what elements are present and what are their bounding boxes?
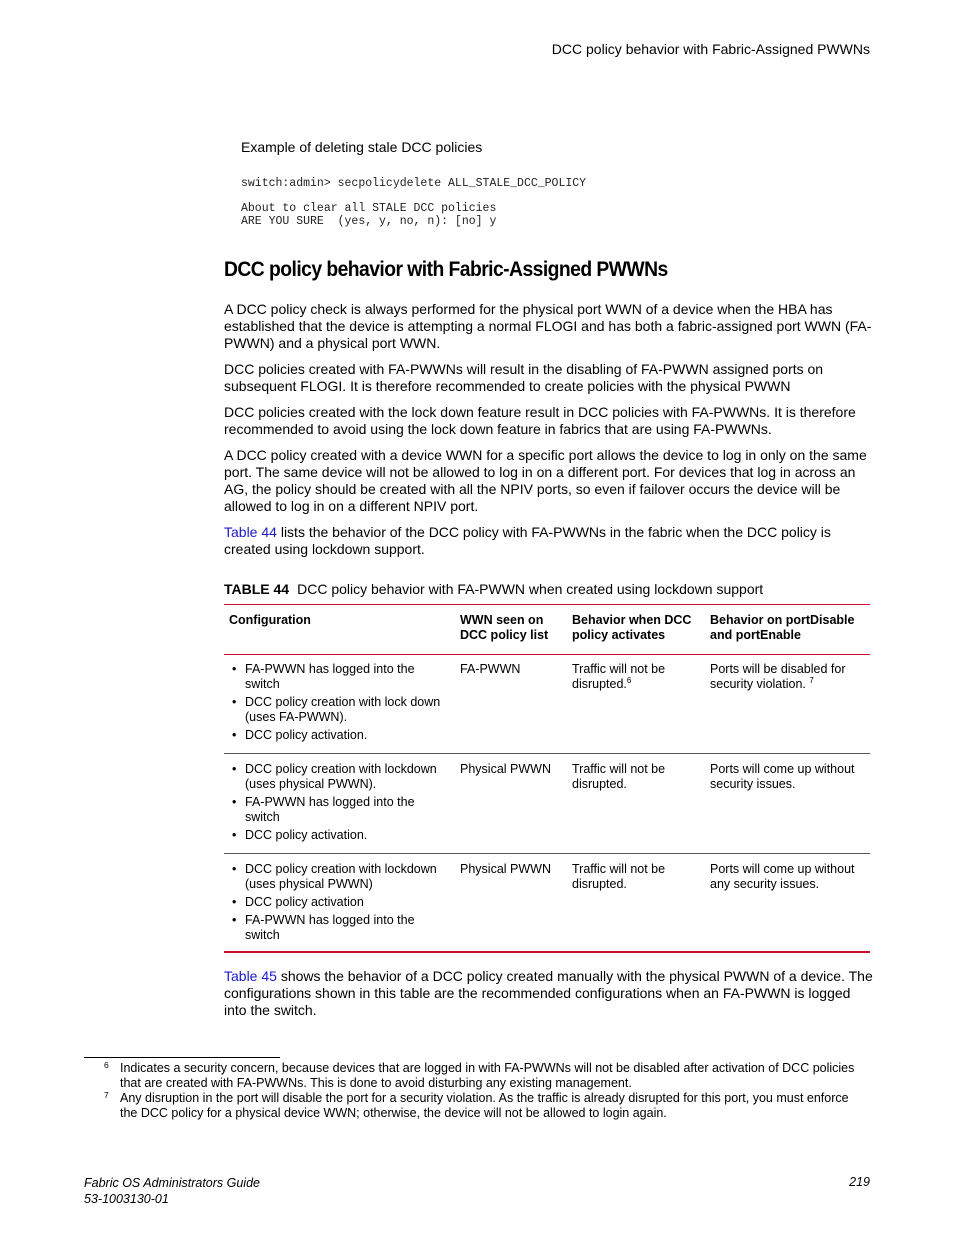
table-bottom-rule	[224, 951, 870, 953]
list-item: • DCC policy activation.	[229, 828, 451, 843]
list-item: • DCC policy creation with lockdown (uses physical PWWN).	[229, 762, 451, 792]
list-item: • DCC policy creation with lock down (uses FA-PWWN).	[229, 695, 451, 725]
list-item: • FA-PWWN has logged into the switch	[229, 913, 451, 943]
paragraph-text: shows the behavior of a DCC policy created manually with the physical PWWN of a device. The configurations shown in this table are the recommended configurations when an FA-PWWN is logged into the switch.	[224, 968, 873, 1018]
port-cell: Ports will be disabled for security violation. $^7$	[710, 662, 846, 691]
row-divider	[224, 753, 870, 754]
footnote-number: 7	[104, 1090, 109, 1100]
paragraph	[224, 968, 874, 1019]
table-top-rule	[224, 604, 870, 605]
table-caption	[224, 581, 763, 597]
list-item: • FA-PWWN has logged into the switch	[229, 662, 451, 692]
port-cell: Ports will come up without security issues.	[710, 762, 855, 791]
footnote-number: 6	[104, 1060, 109, 1070]
paragraph-text: lists the behavior of the DCC policy with FA-PWWNs in the fabric when the DCC policy is created using lockdown support.	[224, 524, 831, 557]
list-item: • DCC policy creation with lockdown (uses physical PWWN)	[229, 862, 451, 892]
config-list	[229, 762, 451, 843]
paragraph	[224, 524, 874, 558]
table-caption-text: DCC policy behavior with FA-PWWN when created using lockdown support	[297, 581, 764, 597]
list-item: • DCC policy activation.	[229, 728, 451, 743]
table-row	[229, 662, 451, 746]
wwn-cell: Physical PWWN	[460, 762, 551, 776]
footnote-text: Any disruption in the port will disable the port for a security violation. As the traffic is already disrupted for this port, you must enforce the DCC policy for a physical device WWN; otherwise, the device will not be allowed to login again.	[120, 1091, 849, 1120]
behavior-cell: Traffic will not be disrupted.	[572, 762, 666, 791]
guide-title: Fabric OS Administrators Guide	[84, 1176, 260, 1190]
paragraph: A DCC policy check is always performed for the physical port WWN of a device when the HBA has established that the device is attempting a normal FLOGI and has both a fabric-assigned port WWN (FA-PWWN) and a physical port WWN.	[224, 301, 872, 351]
example-caption: Example of deleting stale DCC policies	[241, 139, 483, 155]
footnote	[104, 1091, 864, 1121]
list-item: • FA-PWWN has logged into the switch	[229, 795, 451, 825]
table-row	[229, 762, 451, 846]
behavior-cell: Traffic will not be disrupted.	[572, 862, 666, 891]
paragraph: DCC policies created with FA-PWWNs will result in the disabling of FA-PWWN assigned ports on subsequent FLOGI. It is therefore recommended to create policies with the physical PWWN	[224, 361, 824, 394]
page-number: 219	[849, 1175, 870, 1189]
table-row	[229, 862, 451, 946]
port-cell: Ports will come up without any security issues.	[710, 862, 855, 891]
document-number: 53-1003130-01	[84, 1192, 169, 1206]
config-list	[229, 862, 451, 943]
footnote	[104, 1061, 864, 1091]
row-divider	[224, 853, 870, 854]
column-header-port: Behavior on portDisable and portEnable	[710, 613, 855, 642]
footer-left	[84, 1175, 260, 1207]
footnote-ref: 6	[626, 675, 632, 685]
table-label: TABLE 44	[224, 581, 290, 597]
section-heading: DCC policy behavior with Fabric-Assigned PWWNs	[224, 258, 668, 281]
column-header-behavior: Behavior when DCC policy activates	[572, 613, 692, 642]
column-header-configuration: Configuration	[229, 613, 311, 627]
paragraph: DCC policies created with the lock down feature result in DCC policies with FA-PWWNs. It is therefore recommended to avoid using the lock down feature in fabrics that are using FA-PWWNs.	[224, 404, 856, 437]
footnote-text: Indicates a security concern, because devices that are logged in with FA-PWWNs will not be disabled after activation of DCC policies that are created with FA-PWWNs. This is done to avoid disturbing any existing management.	[120, 1061, 855, 1090]
wwn-cell: Physical PWWN	[460, 862, 551, 876]
table-44-link[interactable]: Table 44	[224, 524, 277, 540]
paragraph: A DCC policy created with a device WWN for a specific port allows the device to log in only on the same port. The same device will not be allowed to log in on a different port. For devices that log in across an AG, the policy should be created with all the NPIV ports, so even if failover occurs the device will be allowed to log in on a different NPIV port.	[224, 447, 867, 514]
code-line: ARE YOU SURE (yes, y, no, n): [no] y	[241, 215, 497, 228]
code-line: About to clear all STALE DCC policies	[241, 202, 497, 215]
table-45-link[interactable]: Table 45	[224, 968, 277, 984]
column-header-wwn: WWN seen on DCC policy list	[460, 613, 549, 642]
footnote-ref: 7	[809, 675, 814, 685]
wwn-cell: FA-PWWN	[460, 662, 521, 676]
behavior-cell: Traffic will not be disrupted.$^6$	[572, 662, 666, 691]
list-item: • DCC policy activation	[229, 895, 451, 910]
footnote-separator	[84, 1057, 280, 1058]
running-header: DCC policy behavior with Fabric-Assigned PWWNs	[551, 41, 870, 57]
code-line: switch:admin> secpolicydelete ALL_STALE_DCC_POLICY	[241, 177, 587, 190]
config-list	[229, 662, 451, 743]
table-header-rule	[224, 654, 870, 655]
